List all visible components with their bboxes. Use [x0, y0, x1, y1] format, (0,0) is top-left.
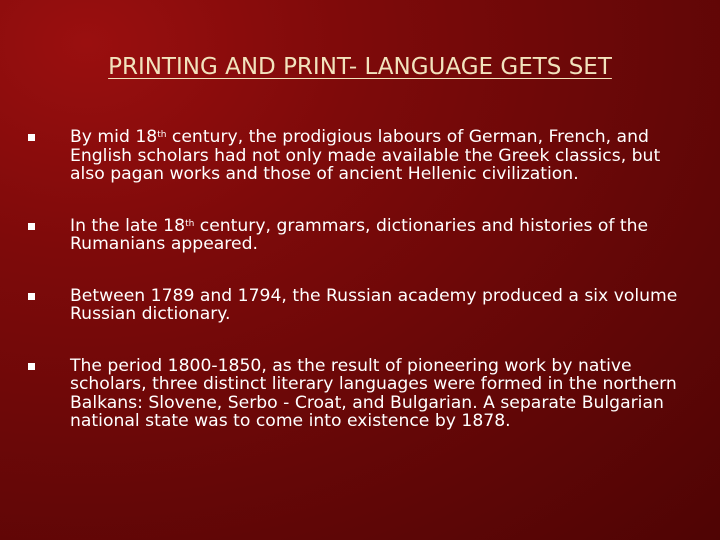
ordinal-suffix: th: [157, 130, 167, 140]
bullet-text: Between 1789 and 1794, the Russian academy produced a six volume Russian dictionary.: [70, 285, 678, 324]
bullet-text-continued: century, the prodigious labours of German, French, and English scholars had not only made available the Greek classics, but also pagan works and those of ancient Hellenic civilization.: [70, 127, 661, 184]
bullet-text-continued: century, grammars, dictionaries and histories of the Rumanians appeared.: [70, 215, 649, 254]
square-bullet-icon: [28, 223, 35, 230]
bullet-item: [28, 287, 688, 324]
bullet-item: [28, 128, 688, 184]
bullet-item: [28, 217, 688, 254]
slide-title: [0, 52, 720, 82]
bullet-text: By mid 18: [70, 127, 158, 147]
bullet-list: [28, 128, 688, 431]
square-bullet-icon: [28, 293, 35, 300]
ordinal-suffix: th: [185, 218, 195, 229]
slide-title-text: PRINTING AND PRINT- LANGUAGE GETS SET: [108, 54, 612, 80]
bullet-item: [28, 357, 688, 431]
square-bullet-icon: [28, 363, 35, 370]
square-bullet-icon: [28, 134, 35, 141]
bullet-text: In the late 18: [70, 215, 186, 236]
bullet-text: The period 1800-1850, as the result of pioneering work by native scholars, three distinct literary languages were formed in the northern Balkans: Slovene, Serbo - Croat, and Bulgarian. A separate Bulgarian national state was to come into existence by 1878.: [70, 355, 677, 431]
